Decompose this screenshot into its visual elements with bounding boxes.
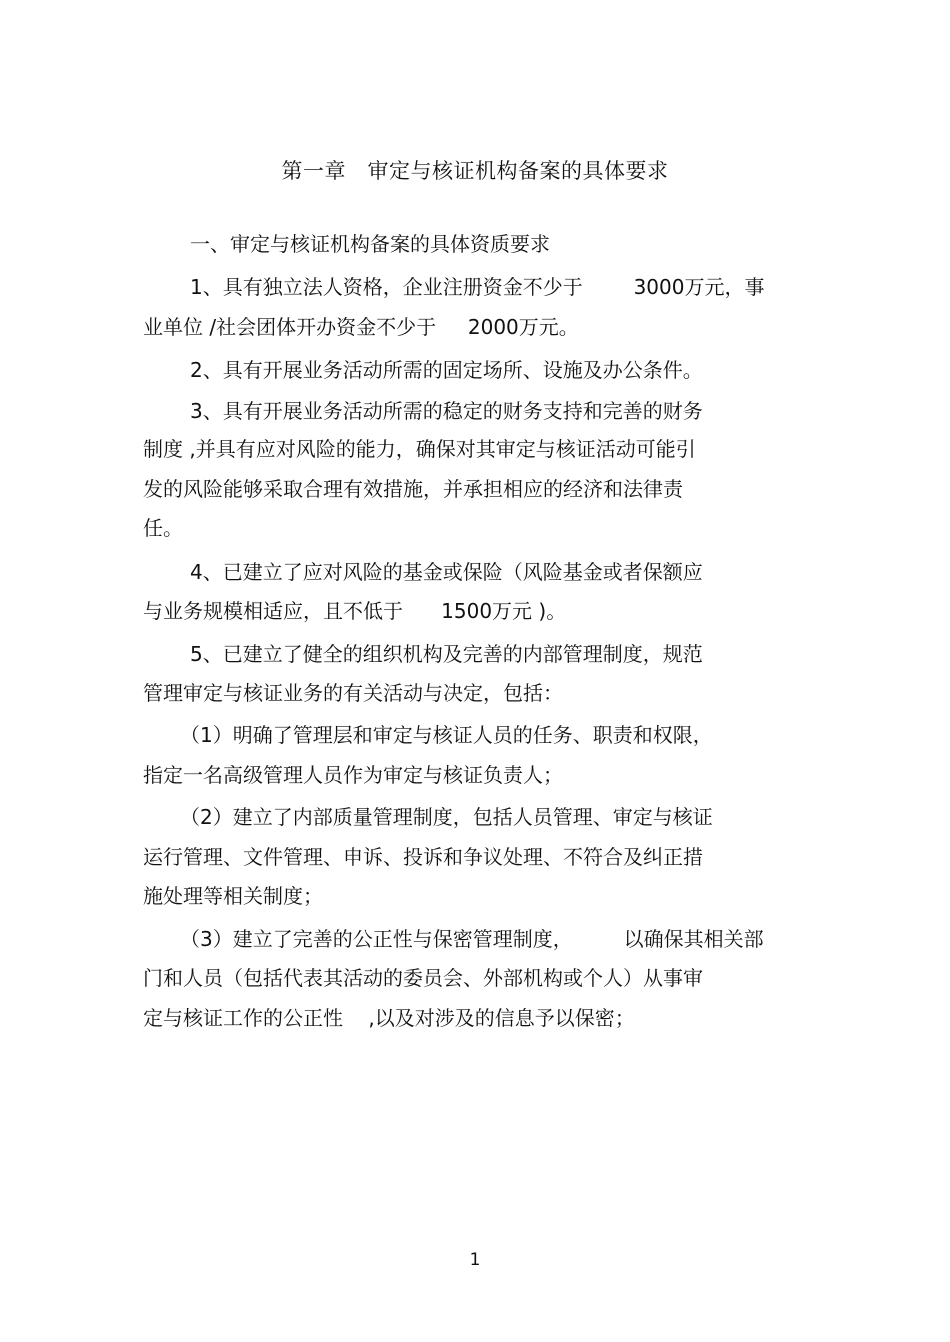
- paragraph-1-line-2: 业单位 /社会团体开办资金不少于 2000万元。: [143, 315, 579, 339]
- item-2-line-3: 施处理等相关制度；: [143, 884, 323, 908]
- item-2-line-1: （2）建立了内部质量管理制度，包括人员管理、审定与核证: [180, 805, 713, 829]
- paragraph-5-line-2: 管理审定与核证业务的有关活动与决定，包括：: [143, 681, 563, 705]
- item-3-line-3: 定与核证工作的公正性 ,以及对涉及的信息予以保密；: [143, 1006, 635, 1030]
- paragraph-3-line-2: 制度 ,并具有应对风险的能力，确保对其审定与核证活动可能引: [143, 437, 696, 461]
- item-1-line-1: （1）明确了管理层和审定与核证人员的任务、职责和权限，: [180, 723, 713, 747]
- paragraph-5-line-1: 5、已建立了健全的组织机构及完善的内部管理制度，规范: [190, 642, 703, 666]
- paragraph-3-line-1: 3、具有开展业务活动所需的稳定的财务支持和完善的财务: [190, 399, 703, 423]
- item-3-line-2: 门和人员（包括代表其活动的委员会、外部机构或个人）从事审: [143, 966, 703, 990]
- item-3-line-1: （3）建立了完善的公正性与保密管理制度， 以确保其相关部: [180, 927, 764, 951]
- chapter-title: 第一章 审定与核证机构备案的具体要求: [281, 159, 669, 183]
- item-2-line-2: 运行管理、文件管理、申诉、投诉和争议处理、不符合及纠正措: [143, 845, 703, 869]
- section-heading: 一、审定与核证机构备案的具体资质要求: [190, 232, 550, 256]
- paragraph-4-line-2: 与业务规模相适应，且不低于 1500万元 )。: [143, 599, 567, 623]
- paragraph-4-line-1: 4、已建立了应对风险的基金或保险（风险基金或者保额应: [190, 560, 703, 584]
- item-1-line-2: 指定一名高级管理人员作为审定与核证负责人；: [143, 763, 563, 787]
- paragraph-2-line-1: 2、具有开展业务活动所需的固定场所、设施及办公条件。: [190, 358, 703, 382]
- page-number: 1: [469, 1250, 481, 1270]
- paragraph-3-line-3: 发的风险能够采取合理有效措施，并承担相应的经济和法律责: [143, 477, 683, 501]
- paragraph-3-line-4: 任。: [143, 516, 183, 540]
- paragraph-1-line-1: 1、具有独立法人资格，企业注册资金不少于 3000万元，事: [190, 275, 765, 299]
